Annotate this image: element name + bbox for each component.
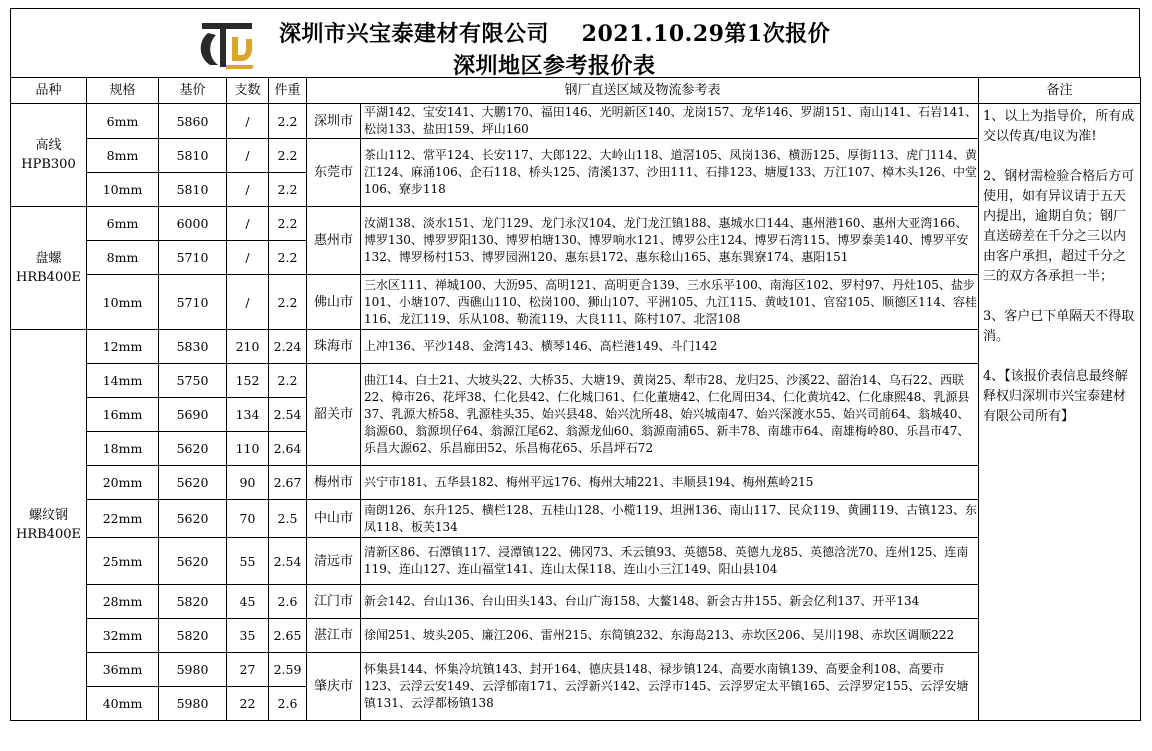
table-row bbox=[11, 538, 1141, 585]
count-cell: / bbox=[227, 139, 269, 173]
city-cell: 东莞市 bbox=[307, 139, 361, 207]
weight-cell: 2.2 bbox=[269, 275, 307, 330]
weight-cell: 2.59 bbox=[269, 653, 307, 687]
city-cell: 梅州市 bbox=[307, 466, 361, 500]
region-areas: 平湖142、宝安141、大鹏170、福田146、光明新区140、龙岗157、龙华146、罗湖151、南山141、石岩141、松岗133、盐田159、坪山160 bbox=[361, 104, 979, 139]
spec-cell: 32mm bbox=[87, 619, 159, 653]
variety-cell bbox=[11, 207, 87, 330]
weight-cell: 2.2 bbox=[269, 241, 307, 275]
price-sheet bbox=[10, 8, 1140, 733]
count-cell: / bbox=[227, 104, 269, 139]
variety-cell bbox=[11, 104, 87, 207]
spec-cell: 25mm bbox=[87, 538, 159, 585]
price-cell: 5980 bbox=[159, 687, 227, 721]
price-cell: 5820 bbox=[159, 619, 227, 653]
weight-cell: 2.2 bbox=[269, 104, 307, 139]
city-cell: 清远市 bbox=[307, 538, 361, 585]
variety-code: HRB400E bbox=[16, 527, 81, 542]
weight-cell: 2.6 bbox=[269, 687, 307, 721]
price-cell: 5810 bbox=[159, 173, 227, 207]
company-name: 深圳市兴宝泰建材有限公司 bbox=[279, 21, 550, 47]
header-title bbox=[279, 17, 830, 48]
header-row bbox=[11, 78, 1141, 104]
weight-cell: 2.2 bbox=[269, 173, 307, 207]
col-header-count: 支数 bbox=[227, 78, 269, 104]
count-cell: / bbox=[227, 173, 269, 207]
price-cell: 5620 bbox=[159, 500, 227, 538]
price-cell: 5620 bbox=[159, 538, 227, 585]
price-cell: 5830 bbox=[159, 330, 227, 364]
weight-cell: 2.64 bbox=[269, 432, 307, 466]
col-header-regions: 钢厂直送区域及物流参考表 bbox=[307, 78, 979, 104]
count-cell: 45 bbox=[227, 585, 269, 619]
table-row bbox=[11, 619, 1141, 653]
city-cell: 深圳市 bbox=[307, 104, 361, 139]
spec-cell: 18mm bbox=[87, 432, 159, 466]
col-header-variety: 品种 bbox=[11, 78, 87, 104]
note-item: 2、钢材需检验合格后方可使用，如有异议请于五天内提出，逾期自负；钢厂直送磅差在千分之三以内由客户承担，超过千分之三的双方各承担一半； bbox=[983, 169, 1135, 284]
price-cell: 5980 bbox=[159, 653, 227, 687]
city-cell: 惠州市 bbox=[307, 207, 361, 275]
price-cell: 5710 bbox=[159, 275, 227, 330]
variety-name: 盘螺 bbox=[35, 251, 62, 266]
price-cell: 5750 bbox=[159, 364, 227, 398]
variety-code: HPB300 bbox=[21, 157, 76, 172]
city-cell: 珠海市 bbox=[307, 330, 361, 364]
count-cell: 110 bbox=[227, 432, 269, 466]
weight-cell: 2.2 bbox=[269, 364, 307, 398]
table-row bbox=[11, 330, 1141, 364]
price-table bbox=[10, 77, 1141, 721]
count-cell: / bbox=[227, 241, 269, 275]
spec-cell: 8mm bbox=[87, 139, 159, 173]
price-cell: 5690 bbox=[159, 398, 227, 432]
quote-date: 2021.10.29第1次报价 bbox=[581, 21, 831, 47]
table-row bbox=[11, 364, 1141, 398]
table-row bbox=[11, 139, 1141, 173]
region-areas: 兴宁市181、五华县182、梅州平远176、梅州大埔221、丰顺县194、梅州蕉岭215 bbox=[361, 466, 979, 500]
variety-name: 高线 bbox=[35, 138, 62, 153]
table-row bbox=[11, 275, 1141, 330]
spec-cell: 10mm bbox=[87, 173, 159, 207]
col-header-spec: 规格 bbox=[87, 78, 159, 104]
table-row bbox=[11, 585, 1141, 619]
region-areas: 怀集县144、怀集冷坑镇143、封开164、德庆县148、禄步镇124、高要水南镇139、高要金利108、高要市123、云浮云安149、云浮郁南171、云浮新兴142、云浮市145、云浮罗定太平镇165、云浮罗定155、云浮安塘镇131、云浮都杨镇138 bbox=[361, 653, 979, 721]
price-cell: 5860 bbox=[159, 104, 227, 139]
spec-cell: 6mm bbox=[87, 207, 159, 241]
city-cell: 中山市 bbox=[307, 500, 361, 538]
spec-cell: 36mm bbox=[87, 653, 159, 687]
region-areas: 汝湖138、淡水151、龙门129、龙门永汉104、龙门龙江镇188、惠城水口144、惠州港160、惠州大亚湾166、博罗130、博罗罗阳130、博罗柏塘130、博罗响水121、博罗公庄124、博罗石湾115、博罗泰美140、博罗平安132、博罗杨村153、博罗园洲120、惠东县172、惠东稔山165、惠东巽寮174、惠阳151 bbox=[361, 207, 979, 275]
count-cell: 55 bbox=[227, 538, 269, 585]
variety-cell bbox=[11, 330, 87, 721]
count-cell: 70 bbox=[227, 500, 269, 538]
region-areas: 清新区86、石潭镇117、浸潭镇122、佛冈73、禾云镇93、英德58、英德九龙85、英德浛洸70、连州125、连南119、连山127、连山福堂141、连山太保118、连山小三江149、阳山县104 bbox=[361, 538, 979, 585]
col-header-notes: 备注 bbox=[979, 78, 1141, 104]
weight-cell: 2.54 bbox=[269, 538, 307, 585]
spec-cell: 16mm bbox=[87, 398, 159, 432]
count-cell: 134 bbox=[227, 398, 269, 432]
spec-cell: 12mm bbox=[87, 330, 159, 364]
notes-cell bbox=[979, 104, 1141, 721]
spec-cell: 20mm bbox=[87, 466, 159, 500]
count-cell: 210 bbox=[227, 330, 269, 364]
region-areas: 三水区111、禅城100、大沥95、高明121、高明更合139、三水乐平100、南海区102、罗村97、丹灶105、盐步101、小塘107、西礁山110、松岗100、狮山107、平洲105、九江115、黄岐101、官窑105、顺德区114、容桂116、龙江119、乐从108、勒流119、大良111、陈村107、北滘108 bbox=[361, 275, 979, 330]
weight-cell: 2.5 bbox=[269, 500, 307, 538]
weight-cell: 2.65 bbox=[269, 619, 307, 653]
variety-code: HRB400E bbox=[16, 270, 81, 285]
col-header-price: 基价 bbox=[159, 78, 227, 104]
city-cell: 肇庆市 bbox=[307, 653, 361, 721]
weight-cell: 2.2 bbox=[269, 139, 307, 173]
count-cell: / bbox=[227, 275, 269, 330]
col-header-weight: 件重 bbox=[269, 78, 307, 104]
note-item: 1、以上为指导价，所有成交以传真/电议为准! bbox=[983, 109, 1135, 144]
table-row bbox=[11, 466, 1141, 500]
spec-cell: 10mm bbox=[87, 275, 159, 330]
city-cell: 佛山市 bbox=[307, 275, 361, 330]
table-row bbox=[11, 653, 1141, 687]
variety-name: 螺纹钢 bbox=[28, 508, 68, 523]
table-row bbox=[11, 207, 1141, 241]
count-cell: 27 bbox=[227, 653, 269, 687]
weight-cell: 2.24 bbox=[269, 330, 307, 364]
spec-cell: 28mm bbox=[87, 585, 159, 619]
count-cell: 22 bbox=[227, 687, 269, 721]
city-cell: 湛江市 bbox=[307, 619, 361, 653]
note-item: 3、客户已下单隔天不得取消。 bbox=[983, 309, 1135, 344]
sheet-subtitle: 深圳地区参考报价表 bbox=[453, 53, 656, 79]
spec-cell: 6mm bbox=[87, 104, 159, 139]
count-cell: 90 bbox=[227, 466, 269, 500]
weight-cell: 2.2 bbox=[269, 207, 307, 241]
region-areas: 徐闻251、坡头205、廉江206、雷州215、东简镇232、东海岛213、赤坎区206、吴川198、赤坎区调顺222 bbox=[361, 619, 979, 653]
count-cell: / bbox=[227, 207, 269, 241]
region-areas: 上冲136、平沙148、金湾143、横琴146、高栏港149、斗门142 bbox=[361, 330, 979, 364]
weight-cell: 2.67 bbox=[269, 466, 307, 500]
sheet-header bbox=[10, 8, 1140, 78]
region-areas: 南朗126、东升125、横栏128、五桂山128、小榄119、坦洲136、南山117、民众119、黄圃119、古镇123、东凤118、板芙134 bbox=[361, 500, 979, 538]
weight-cell: 2.54 bbox=[269, 398, 307, 432]
city-cell: 韶关市 bbox=[307, 364, 361, 466]
note-item: 4、【该报价表信息最终解释权归深圳市兴宝泰建材有限公司所有】 bbox=[983, 369, 1128, 424]
spec-cell: 8mm bbox=[87, 241, 159, 275]
region-areas: 茶山112、常平124、长安117、大郎122、大岭山118、道滘105、凤岗136、横沥125、厚街113、虎门114、黄江124、麻涌106、企石118、桥头125、清溪137、沙田111、石排123、塘厦133、万江107、樟木头126、中堂106、寮步118 bbox=[361, 139, 979, 207]
price-cell: 5810 bbox=[159, 139, 227, 173]
spec-cell: 22mm bbox=[87, 500, 159, 538]
price-cell: 5620 bbox=[159, 432, 227, 466]
price-cell: 5820 bbox=[159, 585, 227, 619]
spec-cell: 14mm bbox=[87, 364, 159, 398]
table-row bbox=[11, 500, 1141, 538]
spec-cell: 40mm bbox=[87, 687, 159, 721]
price-cell: 6000 bbox=[159, 207, 227, 241]
price-cell: 5710 bbox=[159, 241, 227, 275]
count-cell: 152 bbox=[227, 364, 269, 398]
price-cell: 5620 bbox=[159, 466, 227, 500]
company-logo bbox=[196, 17, 260, 73]
city-cell: 江门市 bbox=[307, 585, 361, 619]
region-areas: 曲江14、白土21、大坡头22、大桥35、大塘19、黄岗25、犁市28、龙归25、沙溪22、韶治14、乌石22、西联22、樟市26、花坪38、仁化县42、仁化城口61、仁化董塘42、仁化周田34、仁化黄坑42、仁化康熙48、乳源县37、乳源大桥58、乳源桂头35、始兴县48、始兴沈所48、始兴城南47、始兴深渡水55、始兴司前64、翁城40、翁源60、翁源坝仔64、翁源江尾62、翁源龙仙60、翁源南浦65、新丰78、南雄市64、南雄梅岭80、乐昌市47、乐昌大源62、乐昌廊田52、乐昌梅花65、乐昌坪石72 bbox=[361, 364, 979, 466]
region-areas: 新会142、台山136、台山田头143、台山广海158、大鳌148、新会古井155、新会亿利137、开平134 bbox=[361, 585, 979, 619]
weight-cell: 2.6 bbox=[269, 585, 307, 619]
table-row bbox=[11, 104, 1141, 139]
count-cell: 35 bbox=[227, 619, 269, 653]
